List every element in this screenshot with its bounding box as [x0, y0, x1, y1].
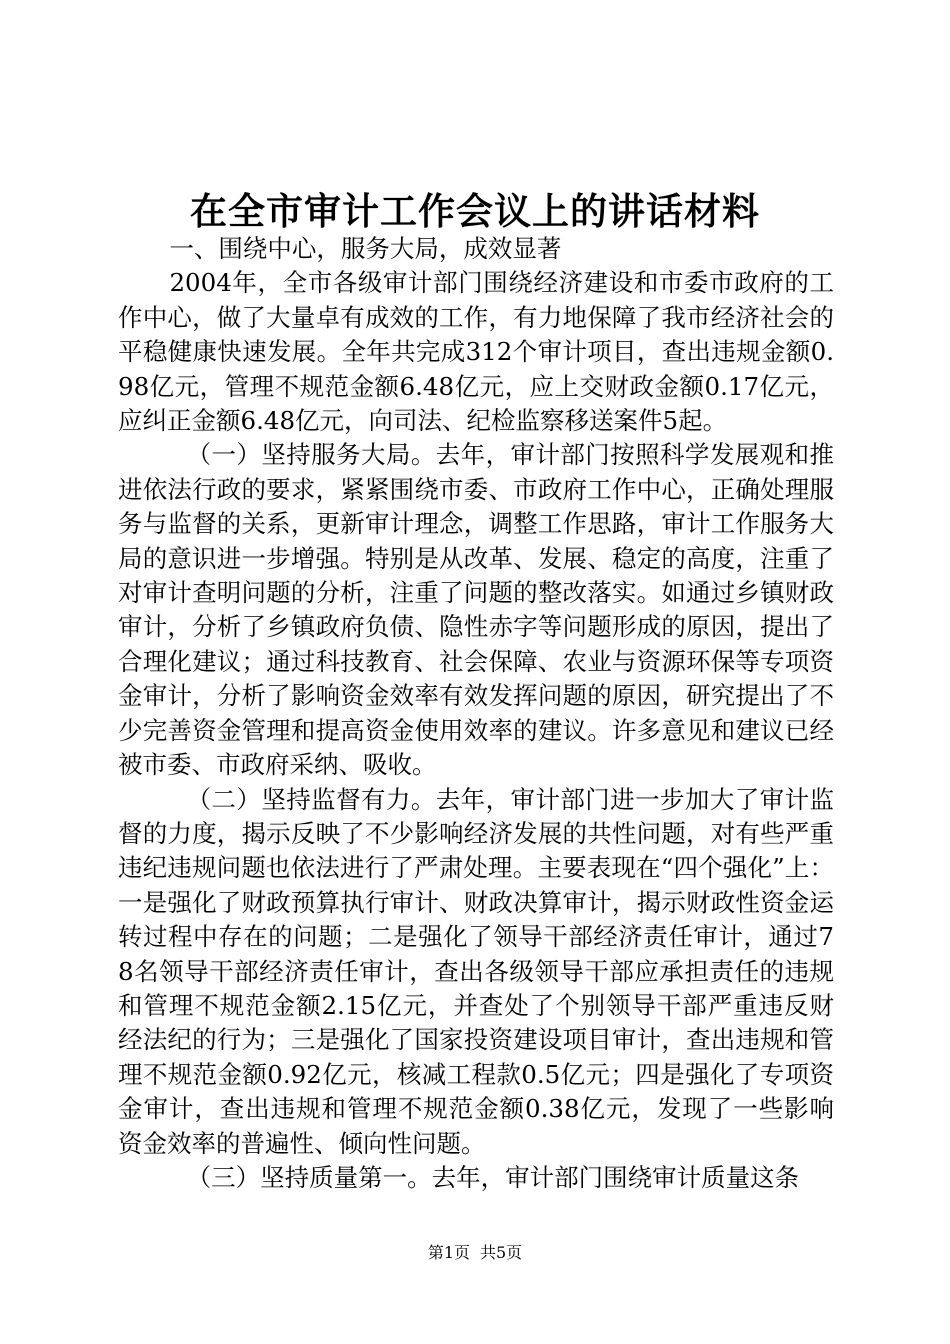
- section-heading: 一、围绕中心，服务大局，成效显著: [169, 234, 562, 263]
- paragraph-summary: 2004年，全市各级审计部门围绕经济建设和市委市政府的工作中心，做了大量卓有成效的工作，有力地保障了我市经济社会的平稳健康快速发展。全年共完成312个审计项目，查出违规金额0.98亿元，管理不规范金额6.48亿元，应上交财政金额0.17亿元，应纠正金额6.48亿元，向司法、纪检监察移送案件5起。: [118, 268, 834, 436]
- document-body: [118, 232, 834, 1195]
- page-footer: [0, 1242, 950, 1264]
- page-total: 共5页: [480, 1243, 523, 1262]
- paragraph-point-2: （二）坚持监督有力。去年，审计部门进一步加大了审计监督的力度，揭示反映了不少影响经济发展的共性问题，对有些严重违纪违规问题也依法进行了严肃处理。主要表现在“四个强化”上：一是强化了财政预算执行审计、财政决算审计，揭示财政性资金运转过程中存在的问题；二是强化了领导干部经济责任审计，通过78名领导干部经济责任审计，查出各级领导干部应承担责任的违规和管理不规范金额2.15亿元，并查处了个别领导干部严重违反财经法纪的行为；三是强化了国家投资建设项目审计，查出违规和管理不规范金额0.92亿元，核减工程款0.5亿元；四是强化了专项资金审计，查出违规和管理不规范金额0.38亿元，发现了一些影响资金效率的普遍性、倾向性问题。: [118, 784, 834, 1158]
- page-number: 第1页: [427, 1243, 470, 1262]
- document-title: 在全市审计工作会议上的讲话材料: [190, 189, 760, 233]
- paragraph-point-3: （三）坚持质量第一。去年，审计部门围绕审计质量这条: [186, 1162, 800, 1192]
- paragraph-point-1: （一）坚持服务大局。去年，审计部门按照科学发展观和推进依法行政的要求，紧紧围绕市委、市政府工作中心，正确处理服务与监督的关系，更新审计理念，调整工作思路，审计工作服务大局的意识进一步增强。特别是从改革、发展、稳定的高度，注重了对审计查明问题的分析，注重了问题的整改落实。如通过乡镇财政审计，分析了乡镇政府负债、隐性赤字等问题形成的原因，提出了合理化建议；通过科技教育、社会保障、农业与资源环保等专项资金审计，分析了影响资金效率有效发挥问题的原因，研究提出了不少完善资金管理和提高资金使用效率的建议。许多意见和建议已经被市委、市政府采纳、吸收。: [118, 440, 834, 780]
